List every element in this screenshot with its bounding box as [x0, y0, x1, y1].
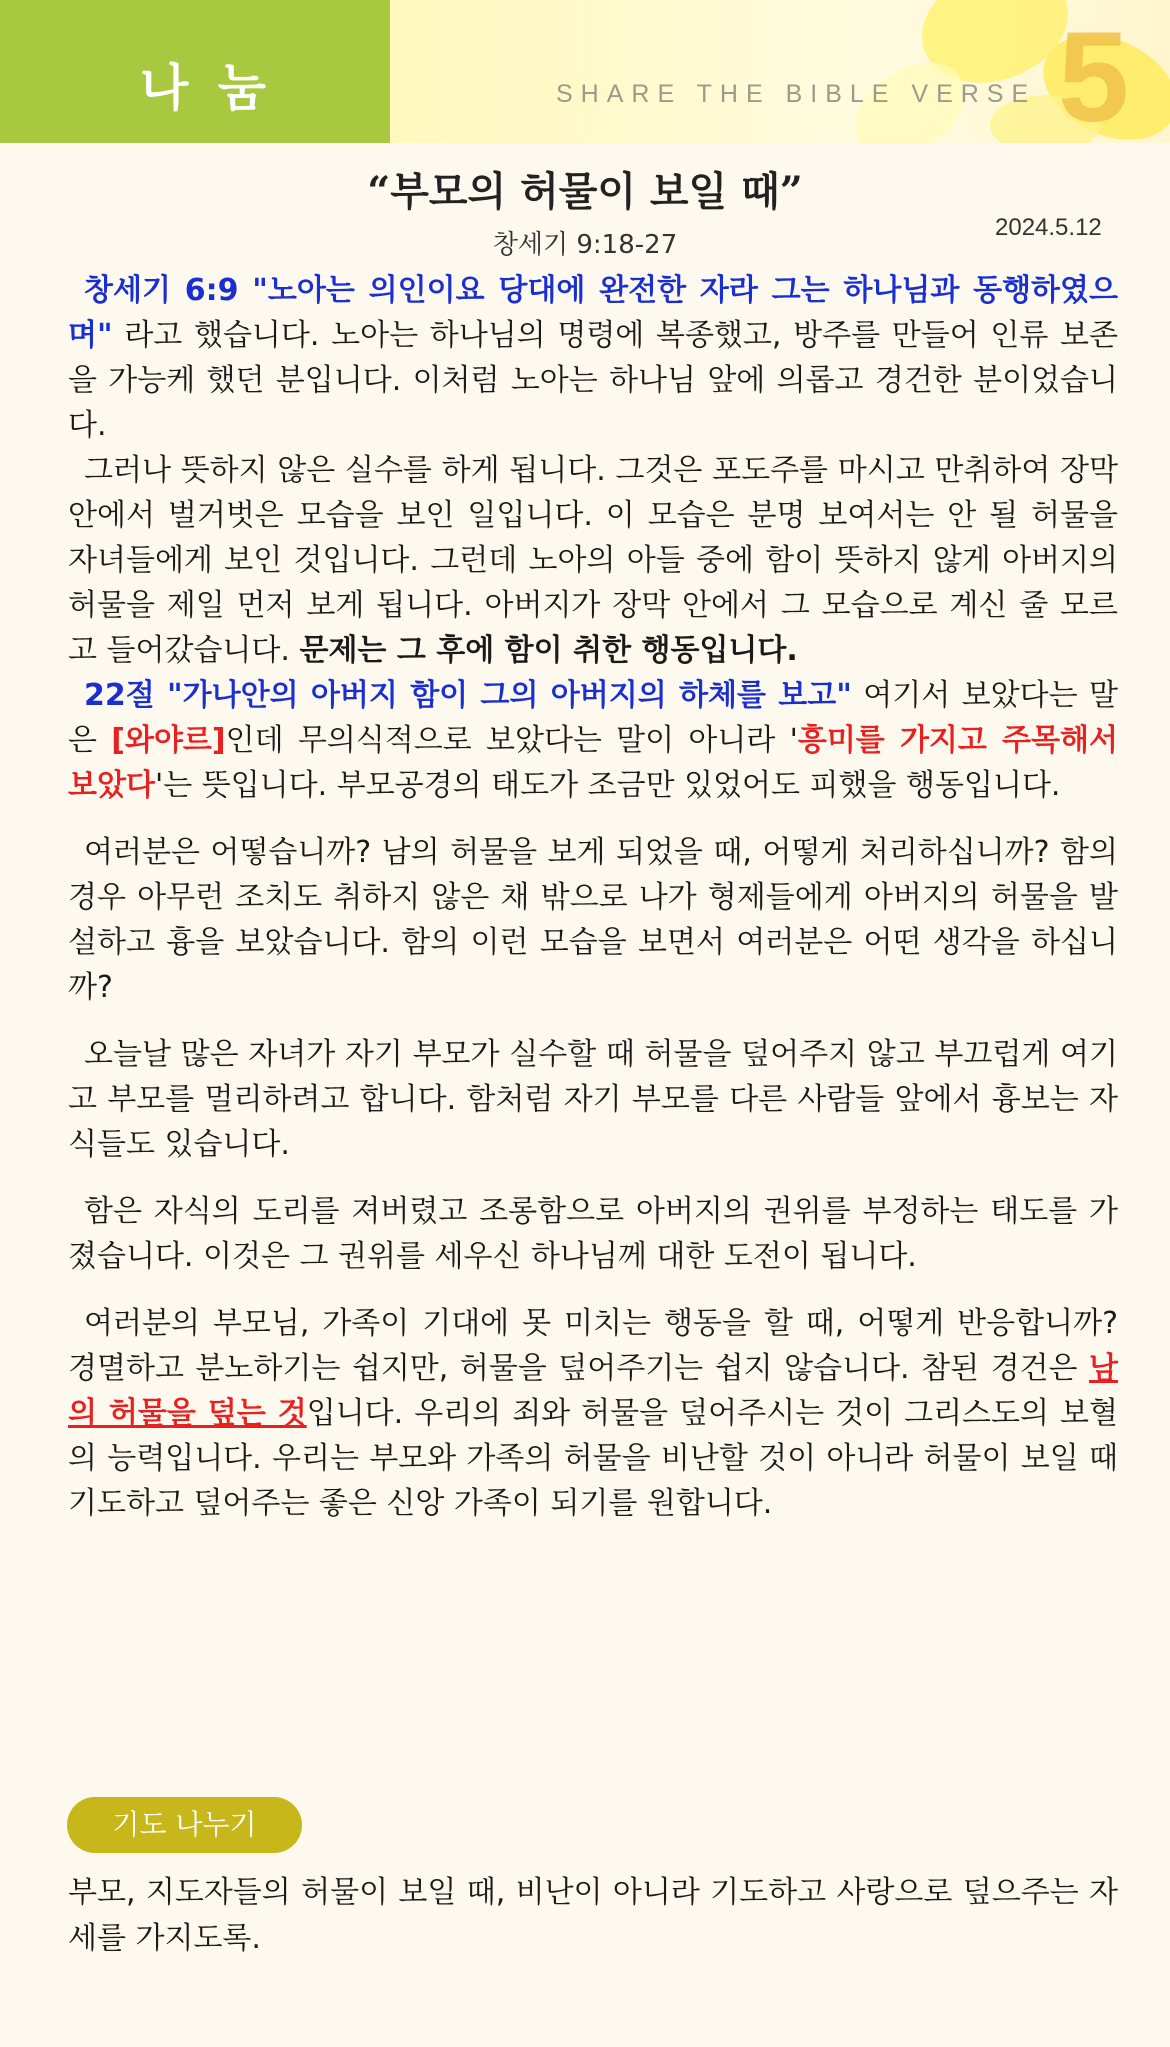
paragraph-4: 여러분은 어떻습니까? 남의 허물을 보게 되었을 때, 어떻게 처리하십니까? 함의 경우 아무런 조치도 취하지 않은 채 밖으로 나가 형제들에게 아버지의 허물을 발설하고 흉을 보았습니다. 함의 이런 모습을 보면서 여러분은 어떤 생각을 하십니까?: [68, 835, 1118, 1005]
verse-quote: 창세기 6:9 "노아는 의인이요 당대에 완전한 자라 그는 하나님과 동행하였으며": [68, 273, 1118, 353]
prayer-label-badge: 기도 나누기: [67, 1797, 302, 1853]
paragraph-text: 그러나 뜻하지 않은 실수를 하게 됩니다. 그것은 포도주를 마시고 만취하여 장막 안에서 벌거벗은 모습을 보인 일입니다. 이 모습은 분명 보여서는 안 될 허물을 자녀들에게 보인 것입니다. 그런데 노아의 아들 중에 함이 뜻하지 않게 아버지의 허물을 제일 먼저 보게 됩니다. 아버지가 장막 안에서 그 모습으로 계신 줄 모르고 들어갔습니다.: [68, 453, 1119, 668]
paragraph-text: 여러분의 부모님, 가족이 기대에 못 미치는 행동을 할 때, 어떻게 반응합니까? 경멸하고 분노하기는 쉽지만, 허물을 덮어주기는 쉽지 않습니다. 참된 경건은: [68, 1306, 1118, 1386]
paragraph-6: 함은 자식의 도리를 져버렸고 조롱함으로 아버지의 권위를 부정하는 태도를 가졌습니다. 이것은 그 권위를 세우신 하나님께 대한 도전이 됩니다.: [68, 1194, 1118, 1274]
date-label: 2024.5.12: [995, 214, 1102, 241]
paragraph-text: 입니다. 우리의 죄와 허물을 덮어주시는 것이 그리스도의 보혈의 능력입니다. 우리는 부모와 가족의 허물을 비난할 것이 아니라 허물이 보일 때 기도하고 덮어주는 좋은 신앙 가족이 되기를 원합니다.: [68, 1396, 1118, 1521]
highlight-phrase: 남의 허물을 덮는 것: [68, 1351, 1118, 1431]
emphasis-text: 문제는 그 후에 함이 취한 행동입니다.: [299, 633, 798, 668]
header-subtitle: SHARE THE BIBLE VERSE: [556, 80, 1037, 108]
paragraph-7: [68, 1301, 1118, 1526]
header-tab: [0, 0, 390, 143]
paragraph-text: 인데 무의식적으로 보았다는 말이 아니라 ': [225, 723, 798, 758]
page-title: “부모의 허물이 보일 때”: [367, 168, 803, 215]
article-body: [68, 268, 1118, 1526]
issue-number: 5: [1058, 6, 1130, 143]
prayer-text: 부모, 지도자들의 허물이 보일 때, 비난이 아니라 기도하고 사랑으로 덮으주는 자세를 가지도록.: [68, 1875, 1118, 1956]
paragraph-2: [68, 448, 1118, 673]
paragraph-text: 라고 했습니다. 노아는 하나님의 명령에 복종했고, 방주를 만들어 인류 보존을 가능케 했던 분입니다. 이처럼 노아는 하나님 앞에 의롭고 경건한 분이었습니다.: [68, 318, 1118, 443]
paragraph-1: [68, 268, 1118, 448]
header-tab-label: 나 눔: [140, 59, 273, 117]
scripture-reference: 창세기 9:18-27: [492, 230, 678, 260]
paragraph-text: '는 뜻입니다. 부모공경의 태도가 조금만 있었어도 피했을 행동입니다.: [154, 768, 1061, 803]
highlight-word: [와야르]: [111, 723, 226, 758]
verse-quote: 22절 "가나안의 아버지 함이 그의 아버지의 하체를 보고": [84, 678, 852, 713]
paragraph-5: 오늘날 많은 자녀가 자기 부모가 실수할 때 허물을 덮어주지 않고 부끄럽게 여기고 부모를 멀리하려고 합니다. 함처럼 자기 부모를 다른 사람들 앞에서 흉보는 자식들도 있습니다.: [68, 1037, 1118, 1162]
paragraph-3: [68, 673, 1118, 808]
header-banner: [0, 0, 1170, 143]
paragraph-text: 여기서 보았다는 말은: [68, 678, 1118, 758]
highlight-phrase: 흥미를 가지고 주목해서 보았다: [68, 723, 1118, 803]
